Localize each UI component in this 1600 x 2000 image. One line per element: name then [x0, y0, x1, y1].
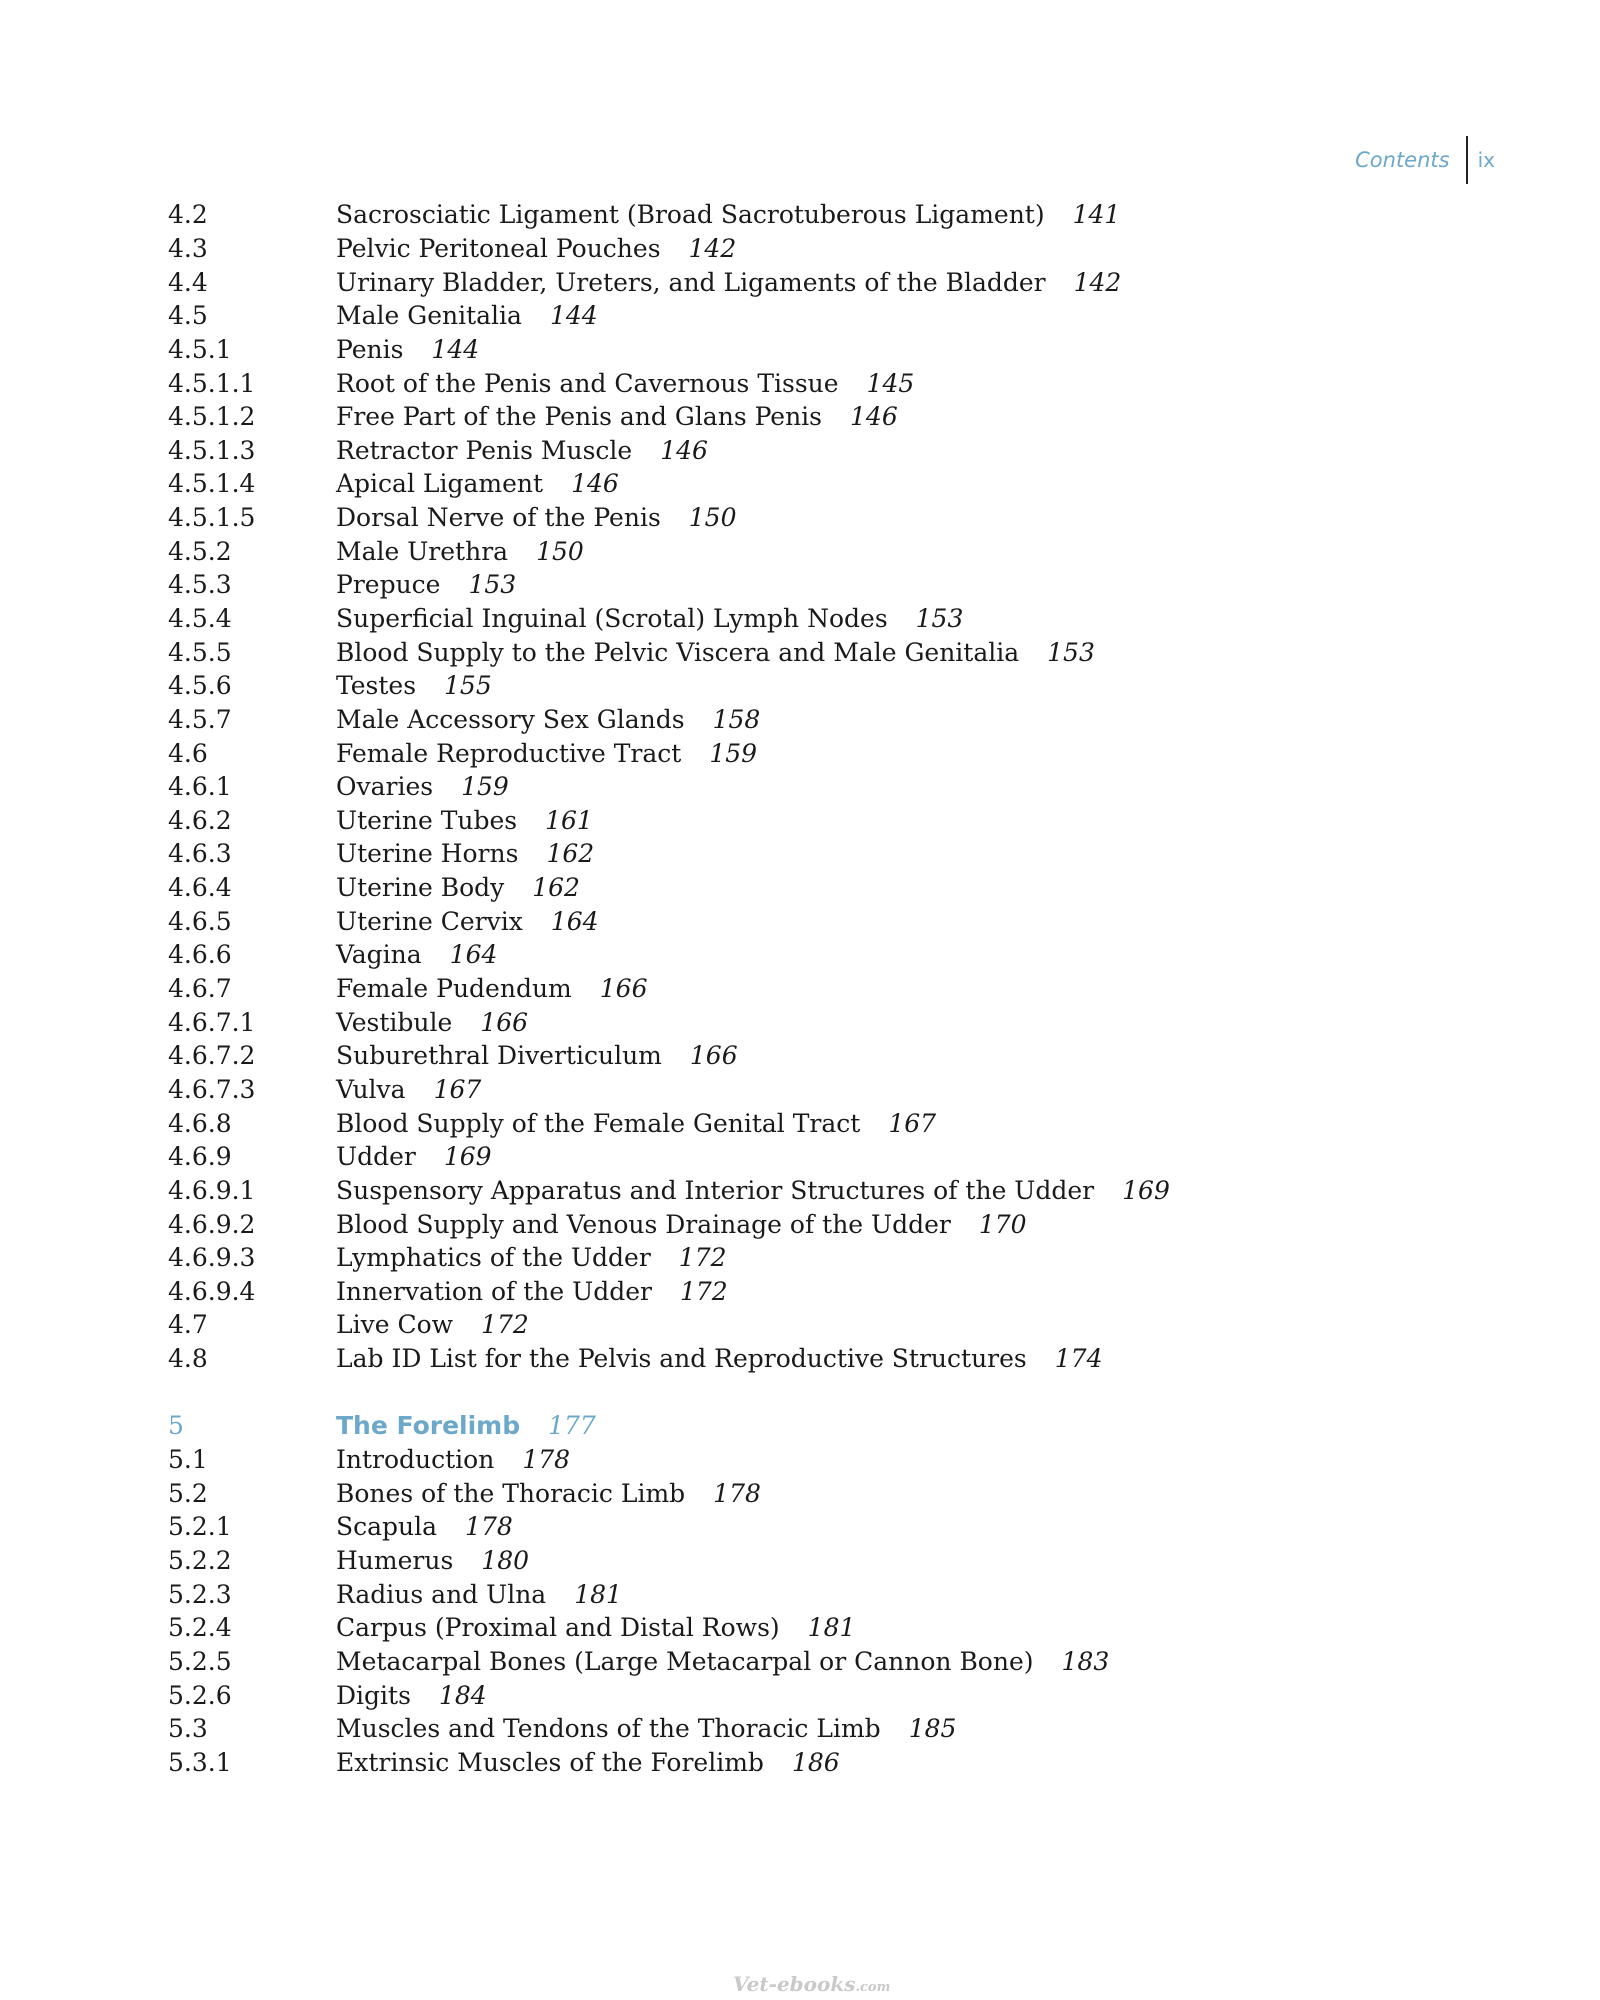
toc-entry-title: Innervation of the Udder [336, 1276, 652, 1306]
toc-entry-title: Testes [336, 671, 417, 701]
toc-entry-page: 144 [431, 334, 480, 364]
toc-entry-page: 167 [888, 1108, 937, 1138]
toc-entry-number: 4.6.3 [168, 839, 232, 869]
toc-entry[interactable] [168, 1241, 1468, 1275]
toc-entry-number: 4.5.1.3 [168, 435, 256, 465]
toc-entry[interactable] [168, 1544, 1468, 1578]
toc-group-chapter-4 [168, 198, 1468, 1375]
toc-entry-title: Lymphatics of the Udder [336, 1243, 651, 1273]
toc-entry[interactable] [168, 938, 1468, 972]
toc-entry-number: 4.6.8 [168, 1108, 232, 1138]
running-head-section: Contents [1355, 148, 1450, 172]
toc-chapter-heading[interactable] [168, 1409, 1468, 1443]
toc-entry-number: 5.2 [168, 1478, 208, 1508]
toc-entry[interactable] [168, 1039, 1468, 1073]
running-head-divider [1466, 136, 1468, 184]
toc-entry-page: 167 [433, 1074, 482, 1104]
toc-entry-page: 146 [660, 435, 708, 465]
toc-entry-number: 4.6.7.2 [168, 1041, 256, 1071]
toc-chapter-page: 177 [548, 1411, 596, 1441]
toc-entry-number: 4.5.7 [168, 704, 232, 734]
toc-entry-number: 4.8 [168, 1344, 208, 1374]
toc-entry[interactable] [168, 1745, 1468, 1779]
toc-entry-title: Retractor Penis Muscle [336, 435, 633, 465]
toc-entry-page: 178 [713, 1478, 761, 1508]
toc-entry-page: 150 [688, 503, 737, 533]
toc-entry-title: Lab ID List for the Pelvis and Reproductive Structures [336, 1344, 1027, 1374]
toc-entry-number: 5.2.6 [168, 1680, 232, 1710]
toc-entry-page: 170 [978, 1209, 1027, 1239]
toc-entry-number: 5.3 [168, 1714, 208, 1744]
toc-entry-number: 4.6.9.4 [168, 1276, 256, 1306]
toc-entry-number: 4.5.1.5 [168, 503, 256, 533]
toc-entry-page: 141 [1072, 200, 1121, 230]
toc-group-chapter-5 [168, 1443, 1468, 1779]
toc-entry-title: Carpus (Proximal and Distal Rows) [336, 1613, 780, 1643]
toc-entry[interactable] [168, 635, 1468, 669]
toc-entry[interactable] [168, 299, 1468, 333]
toc-entry[interactable] [168, 736, 1468, 770]
toc-entry-page: 162 [532, 873, 580, 903]
toc-entry[interactable] [168, 1275, 1468, 1309]
toc-entry[interactable] [168, 972, 1468, 1006]
toc-entry-number: 4.4 [168, 267, 208, 297]
toc-entry-number: 5.2.4 [168, 1613, 232, 1643]
toc-entry-title: Suspensory Apparatus and Interior Structures of the Udder [336, 1175, 1095, 1205]
toc-entry-page: 142 [688, 233, 737, 263]
toc-entry[interactable] [168, 232, 1468, 266]
toc-entry[interactable] [168, 1645, 1468, 1679]
toc-chapter-title: The Forelimb [336, 1411, 521, 1441]
toc-entry-page: 184 [438, 1680, 487, 1710]
toc-entry-title: Digits [336, 1680, 411, 1710]
toc-entry-page: 169 [1122, 1175, 1170, 1205]
toc-entry-page: 150 [536, 536, 584, 566]
toc-entry-page: 155 [444, 671, 492, 701]
toc-entry-title: Uterine Body [336, 873, 505, 903]
toc-entry-number: 4.5.4 [168, 604, 232, 633]
toc-entry-title: Vagina [336, 940, 422, 970]
toc-entry-page: 180 [481, 1545, 530, 1575]
toc-entry-title: Urinary Bladder, Ureters, and Ligaments of the Bladder [336, 267, 1046, 297]
toc-entry-number: 4.5.2 [168, 536, 232, 566]
toc-entry[interactable] [168, 1611, 1468, 1645]
toc-entry-title: Male Genitalia [336, 301, 522, 331]
toc-entry[interactable] [168, 1577, 1468, 1611]
toc-entry-page: 186 [791, 1747, 840, 1777]
toc-entry-page: 172 [481, 1310, 529, 1340]
toc-entry-title: Vulva [336, 1074, 406, 1104]
toc-entry-page: 153 [915, 604, 964, 633]
toc-entry[interactable] [168, 1712, 1468, 1746]
toc-entry-page: 153 [1047, 637, 1095, 667]
toc-entry-page: 181 [807, 1613, 856, 1643]
toc-entry-page: 146 [850, 402, 898, 432]
toc-entry-number: 4.6.9.1 [168, 1175, 256, 1205]
toc-entry-page: 178 [522, 1445, 571, 1475]
toc-entry-title: Male Urethra [336, 536, 509, 566]
toc-entry-number: 5.3.1 [168, 1747, 232, 1777]
toc-entry-page: 169 [443, 1142, 492, 1172]
toc-entry[interactable] [168, 1174, 1468, 1208]
toc-entry-number: 4.6.7.1 [168, 1007, 256, 1037]
toc-entry-title: Free Part of the Penis and Glans Penis [336, 402, 823, 432]
toc-entry-number: 4.7 [168, 1310, 208, 1340]
toc-entry-number: 5.1 [168, 1445, 208, 1475]
toc-entry-title: Scapula [336, 1512, 438, 1542]
toc-entry-page: 162 [546, 839, 595, 869]
toc-entry-number: 4.6 [168, 738, 208, 768]
toc-entry-title: Sacrosciatic Ligament (Broad Sacrotuberous Ligament) [336, 200, 1045, 230]
toc-entry-title: Udder [336, 1142, 416, 1172]
toc-entry[interactable] [168, 501, 1468, 535]
toc-entry-title: Metacarpal Bones (Large Metacarpal or Cannon Bone) [336, 1646, 1034, 1676]
toc-entry-title: Blood Supply to the Pelvic Viscera and Male Genitalia [336, 637, 1020, 667]
toc-entry-number: 4.6.9.3 [168, 1243, 256, 1273]
toc-entry-title: Vestibule [336, 1007, 453, 1037]
toc-entry-page: 153 [468, 570, 517, 600]
toc-entry-number: 4.6.2 [168, 805, 232, 835]
toc-entry[interactable] [168, 1510, 1468, 1544]
toc-entry-number: 5.2.1 [168, 1512, 232, 1542]
toc-entry-title: Radius and Ulna [336, 1579, 547, 1609]
toc-entry-title: Uterine Tubes [336, 805, 518, 835]
toc-entry-title: Apical Ligament [336, 469, 544, 499]
toc-entry-number: 4.6.1 [168, 772, 232, 802]
toc-entry-page: 159 [709, 738, 758, 768]
toc-entry-number: 4.6.7.3 [168, 1074, 256, 1104]
toc-entry-page: 166 [480, 1007, 529, 1037]
toc-entry-page: 178 [465, 1512, 513, 1542]
toc-entry[interactable] [168, 669, 1468, 703]
toc-entry-page: 145 [866, 368, 915, 398]
toc-entry[interactable] [168, 1005, 1468, 1039]
toc-entry-number: 4.5.6 [168, 671, 232, 701]
toc-entry-page: 144 [549, 301, 598, 331]
toc-entry-number: 4.3 [168, 233, 208, 263]
toc-entry[interactable] [168, 400, 1468, 434]
toc-entry[interactable] [168, 1342, 1468, 1376]
toc-entry-page: 172 [679, 1276, 728, 1306]
toc-entry-title: Female Pudendum [336, 974, 572, 1004]
toc-entry[interactable] [168, 1106, 1468, 1140]
toc-entry-title: Uterine Horns [336, 839, 519, 869]
page-number: ix [1477, 148, 1495, 172]
toc-entry-number: 5.2.3 [168, 1579, 232, 1609]
toc-entry[interactable] [168, 770, 1468, 804]
toc-entry-number: 4.5.5 [168, 637, 232, 667]
toc-entry-title: Uterine Cervix [336, 906, 523, 936]
toc-entry-title: Pelvic Peritoneal Pouches [336, 233, 661, 263]
toc-entry-page: 166 [689, 1041, 738, 1071]
toc-entry-title: Live Cow [336, 1310, 454, 1340]
toc-entry-number: 4.5.1.4 [168, 469, 256, 499]
toc-entry-page: 166 [599, 974, 648, 1004]
toc-entry-title: Female Reproductive Tract [336, 738, 682, 768]
table-of-contents [168, 198, 1468, 1779]
toc-entry-number: 4.6.4 [168, 873, 232, 903]
toc-entry-number: 4.6.7 [168, 974, 232, 1004]
toc-entry[interactable] [168, 1073, 1468, 1107]
toc-entry-page: 159 [461, 772, 509, 802]
toc-entry-page: 164 [449, 940, 498, 970]
toc-entry-number: 4.6.6 [168, 940, 232, 970]
toc-entry[interactable] [168, 433, 1468, 467]
toc-entry[interactable] [168, 837, 1468, 871]
toc-entry-title: Extrinsic Muscles of the Forelimb [336, 1747, 764, 1777]
toc-entry-page: 161 [545, 805, 593, 835]
running-head [1355, 136, 1495, 184]
toc-entry[interactable] [168, 871, 1468, 905]
toc-entry[interactable] [168, 534, 1468, 568]
toc-entry-title: Blood Supply of the Female Genital Tract [336, 1108, 861, 1138]
toc-entry-number: 4.5 [168, 301, 208, 331]
toc-entry[interactable] [168, 703, 1468, 737]
toc-entry-page: 172 [678, 1243, 727, 1273]
toc-entry-title: Blood Supply and Venous Drainage of the Udder [336, 1209, 951, 1239]
toc-entry[interactable] [168, 1140, 1468, 1174]
toc-entry[interactable] [168, 1678, 1468, 1712]
toc-entry-number: 4.5.1.1 [168, 368, 256, 398]
toc-chapter-number: 5 [168, 1411, 184, 1441]
toc-entry[interactable] [168, 1443, 1468, 1477]
toc-entry-page: 185 [908, 1714, 957, 1744]
toc-entry-page: 146 [571, 469, 619, 499]
toc-entry-title: Superficial Inguinal (Scrotal) Lymph Nodes [336, 604, 888, 633]
toc-entry-page: 174 [1054, 1344, 1103, 1374]
toc-entry-number: 4.2 [168, 200, 208, 230]
watermark-suffix: .com [855, 1980, 891, 1995]
toc-entry[interactable] [168, 904, 1468, 938]
toc-entry-number: 5.2.2 [168, 1545, 232, 1575]
toc-entry[interactable] [168, 1207, 1468, 1241]
toc-entry-page: 183 [1061, 1646, 1110, 1676]
toc-entry-title: Dorsal Nerve of the Penis [336, 503, 661, 533]
toc-entry[interactable] [168, 366, 1468, 400]
toc-entry-title: Penis [336, 334, 404, 364]
toc-entry-page: 164 [550, 906, 599, 936]
toc-entry-title: Muscles and Tendons of the Thoracic Limb [336, 1714, 881, 1744]
watermark-logo [733, 1972, 890, 1996]
toc-entry-page: 142 [1073, 267, 1122, 297]
toc-entry[interactable] [168, 1308, 1468, 1342]
toc-entry-title: Ovaries [336, 772, 434, 802]
toc-entry-title: Root of the Penis and Cavernous Tissue [336, 368, 839, 398]
watermark-text: Vet-ebooks [733, 1972, 856, 1996]
toc-entry-number: 4.6.9 [168, 1142, 232, 1172]
toc-entry[interactable] [168, 804, 1468, 838]
toc-entry-number: 4.5.1 [168, 334, 232, 364]
toc-entry-page: 158 [712, 704, 761, 734]
toc-entry-page: 181 [574, 1579, 622, 1609]
toc-entry[interactable] [168, 568, 1468, 602]
toc-entry-title: Introduction [336, 1445, 495, 1475]
toc-entry-title: Humerus [336, 1545, 454, 1575]
toc-entry[interactable] [168, 198, 1468, 232]
toc-entry-number: 5.2.5 [168, 1646, 232, 1676]
toc-entry[interactable] [168, 333, 1468, 367]
toc-entry[interactable] [168, 467, 1468, 501]
toc-entry-number: 4.5.1.2 [168, 402, 256, 432]
toc-entry[interactable] [168, 265, 1468, 299]
toc-entry-title: Male Accessory Sex Glands [336, 704, 685, 734]
toc-entry-title: Suburethral Diverticulum [336, 1041, 662, 1071]
toc-entry[interactable] [168, 1476, 1468, 1510]
toc-entry-title: Prepuce [336, 570, 441, 600]
toc-entry[interactable] [168, 602, 1468, 636]
toc-entry-number: 4.6.9.2 [168, 1209, 256, 1239]
toc-entry-number: 4.6.5 [168, 906, 232, 936]
chapter-spacer [168, 1375, 1468, 1409]
toc-entry-number: 4.5.3 [168, 570, 232, 600]
toc-entry-title: Bones of the Thoracic Limb [336, 1478, 686, 1508]
